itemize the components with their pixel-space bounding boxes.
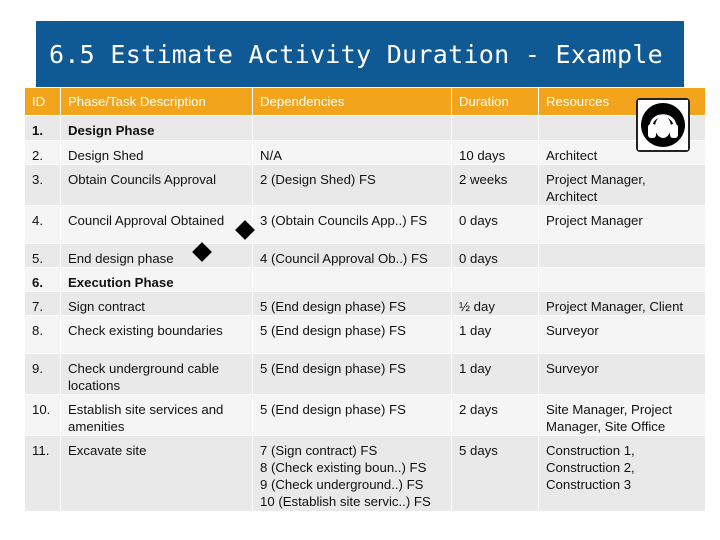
cell-duration: 2 weeks	[452, 165, 539, 206]
safety-ear-protection-icon	[636, 98, 690, 152]
cell-duration	[452, 116, 539, 141]
cell-description: Check underground cable locations	[61, 354, 253, 395]
resource-line: Architect	[546, 148, 598, 163]
cell-dependencies	[253, 354, 452, 395]
cell-duration: 1 day	[452, 354, 539, 395]
cell-resources	[539, 316, 706, 354]
dependency-line: 4 (Council Approval Ob..) FS	[260, 251, 428, 266]
cell-resources	[539, 268, 706, 292]
resource-line: Project Manager	[546, 213, 643, 228]
table-row	[25, 395, 706, 436]
activity-table	[24, 87, 706, 512]
dependency-line: 3 (Obtain Councils App..) FS	[260, 213, 428, 228]
dependency-line: 5 (End design phase) FS	[260, 323, 406, 338]
cell-id: 10.	[25, 395, 61, 436]
dependency-line: 5 (End design phase) FS	[260, 361, 406, 376]
cell-description: End design phase	[61, 244, 253, 268]
table-header-row	[25, 88, 706, 116]
cell-description: Establish site services and amenities	[61, 395, 253, 436]
cell-id: 2.	[25, 141, 61, 165]
resource-line: Project Manager, Client	[546, 299, 684, 314]
cell-duration: ½ day	[452, 292, 539, 316]
cell-dependencies	[253, 206, 452, 244]
cell-description: Design Phase	[61, 116, 253, 141]
cell-description: Sign contract	[61, 292, 253, 316]
dependency-line: N/A	[260, 148, 282, 163]
cell-duration: 10 days	[452, 141, 539, 165]
cell-duration: 2 days	[452, 395, 539, 436]
cell-dependencies	[253, 316, 452, 354]
cell-dependencies	[253, 116, 452, 141]
table-row	[25, 436, 706, 512]
cell-dependencies	[253, 244, 452, 268]
cell-id: 4.	[25, 206, 61, 244]
table-row	[25, 116, 706, 141]
column-header-dependencies: Dependencies	[253, 88, 452, 116]
table-row	[25, 354, 706, 395]
cell-id: 6.	[25, 268, 61, 292]
column-header-duration: Duration	[452, 88, 539, 116]
table-row	[25, 165, 706, 206]
cell-resources	[539, 436, 706, 512]
column-header-description: Phase/Task Description	[61, 88, 253, 116]
table-row	[25, 268, 706, 292]
dependency-line: 2 (Design Shed) FS	[260, 172, 376, 187]
cell-dependencies	[253, 268, 452, 292]
cell-resources	[539, 354, 706, 395]
resource-line: Architect	[546, 189, 598, 204]
cell-id: 11.	[25, 436, 61, 512]
cell-id: 3.	[25, 165, 61, 206]
resource-line: Site Manager, Project	[546, 402, 673, 417]
cell-resources	[539, 395, 706, 436]
dependency-line: 5 (End design phase) FS	[260, 402, 406, 417]
table-row	[25, 244, 706, 268]
cell-dependencies	[253, 292, 452, 316]
table-row	[25, 316, 706, 354]
cell-dependencies	[253, 141, 452, 165]
resource-line: Construction 2,	[546, 460, 635, 475]
resource-line: Construction 3	[546, 477, 632, 492]
resource-line: Project Manager,	[546, 172, 646, 187]
dependency-line: 5 (End design phase) FS	[260, 299, 406, 314]
cell-description: Execution Phase	[61, 268, 253, 292]
cell-id: 9.	[25, 354, 61, 395]
cell-duration: 0 days	[452, 206, 539, 244]
title-bar	[36, 21, 684, 87]
dependency-line: 10 (Establish site servic..) FS	[260, 494, 431, 509]
cell-duration: 0 days	[452, 244, 539, 268]
dependency-line: 7 (Sign contract) FS	[260, 443, 378, 458]
cell-duration: 1 day	[452, 316, 539, 354]
resource-line: Construction 1,	[546, 443, 635, 458]
cell-description: Design Shed	[61, 141, 253, 165]
cell-dependencies	[253, 395, 452, 436]
column-header-id: ID	[25, 88, 61, 116]
table-row	[25, 206, 706, 244]
column-header-resources: Resources	[539, 88, 706, 116]
cell-resources	[539, 244, 706, 268]
cell-description: Check existing boundaries	[61, 316, 253, 354]
dependency-line: 8 (Check existing boun..) FS	[260, 460, 427, 475]
cell-dependencies	[253, 165, 452, 206]
cell-description: Obtain Councils Approval	[61, 165, 253, 206]
cell-description: Council Approval Obtained	[61, 206, 253, 244]
resource-line: Surveyor	[546, 323, 599, 338]
cell-duration	[452, 268, 539, 292]
dependency-line: 9 (Check underground..) FS	[260, 477, 424, 492]
table-body	[25, 116, 706, 512]
cell-id: 1.	[25, 116, 61, 141]
slide-title: 6.5 Estimate Activity Duration - Example	[48, 39, 664, 69]
cell-resources	[539, 165, 706, 206]
resource-line: Surveyor	[546, 361, 599, 376]
table-row	[25, 141, 706, 165]
cell-duration: 5 days	[452, 436, 539, 512]
cell-id: 7.	[25, 292, 61, 316]
cell-id: 8.	[25, 316, 61, 354]
resource-line: Manager, Site Office	[546, 419, 666, 434]
table-row	[25, 292, 706, 316]
cell-id: 5.	[25, 244, 61, 268]
cell-resources	[539, 292, 706, 316]
cell-resources	[539, 206, 706, 244]
cell-dependencies	[253, 436, 452, 512]
cell-description: Excavate site	[61, 436, 253, 512]
